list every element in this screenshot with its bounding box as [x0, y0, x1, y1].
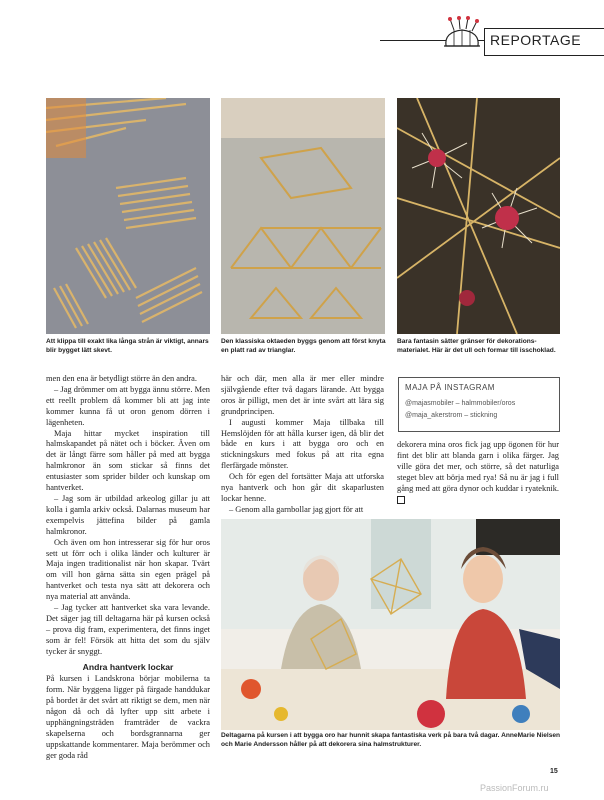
end-mark-icon: [397, 496, 405, 504]
star-decoration-photo: [397, 98, 560, 334]
col3-paragraph: [397, 440, 559, 505]
col3-text: dekorera mina oros fick jag upp ögonen för hur fint det blir att blanda garn i olika färger. Jag ville göra det mer, och större, så det naturliga steget blev att börja med rya! Så nu är jag i full gång med att göra dynor och kuddar i ryateknik.: [397, 440, 559, 493]
col1-paragraph: Och även om hon intresserar sig för hur oros sett ut förr och i olika länder och kulturer är Maja ingen traditionalist när hon skapar. Tvärt om vill hon gärna sätta sin egen prägel på hantverket och testa nya sätt att dekorera och nya material att använda.: [46, 537, 210, 602]
instagram-handle-2[interactable]: @maja_akerstrom – stickning: [405, 412, 498, 419]
octahedron-triangles-photo: [221, 98, 385, 334]
col2-paragraph: Och för egen del fortsätter Maja att utforska nya hantverk och hon går dit skaparlusten lockar henne.: [221, 472, 384, 503]
column-2: [221, 374, 384, 516]
col2-paragraph: här och där, men alla är mer eller mindre självgående efter två dagars lärande. Att bygga oros är pilligt, men det är inte svårt att lära sig grundprincipen.: [221, 374, 384, 416]
section-label: REPORTAGE: [490, 32, 582, 48]
col2-paragraph: I augusti kommer Maja tillbaka till Hemslöjden för att hålla kurser igen, då blir det både en kurs i att bygga oro och en stickningskurs med fokus på att rita egna flerfärgade mönster.: [221, 417, 384, 471]
col1-paragraph: Maja hittar mycket inspiration till halmskapandet på nätet och i böcker. Även om det är långt färre som håller på med att bygga halmkronor än som stickar så finns det entusiaster som sprider bilder och kunskap om hantverket.: [46, 428, 210, 493]
instagram-handle-1[interactable]: @majasmobiler – halmmobiler/oros: [405, 400, 516, 407]
photo-caption-3: Bara fantasin sätter gränser för dekorations-materialet. Här är det ull och formar till isschoklad.: [397, 338, 556, 354]
col2-paragraph: – Genom alla garnbollar jag gjort för att: [229, 504, 364, 514]
column-1: [46, 374, 210, 762]
straw-bundles-photo: [46, 98, 210, 334]
photo-caption-4: Deltagarna på kursen i att bygga oro har hunnit skapa fantastiska verk på bara två dagar. AnneMarie Nielsen och Marie Andersson håller på att dekorera sina halmstrukturer.: [221, 732, 561, 748]
subheading: Andra hantverk lockar: [82, 661, 174, 672]
col1-paragraph: – Jag tycker att hantverket ska vara levande. Det säger jag till deltagarna här på kursen också – prova dig fram, experimentera, det finns inget som är fel! Försök att hitta det som du själv tycker är snyggt.: [46, 603, 210, 656]
col1-paragraph: – Jag som är utbildad arkeolog gillar ju att kolla i gamla arkiv också. Dalarnas museum har exempelvis jättefina bilder på gamla halmkronor.: [46, 493, 210, 536]
workshop-women-photo: [221, 519, 560, 730]
col1-paragraph: På kursen i Landskrona börjar mobilerna ta form. När byggena ligger på färgade handdukar på bordet är det svårt att riktigt se dem, men när någon då och då lyfter upp sitt arbete i upphängningsträden framträder de vackra skapelserna och bordsgrannarna ger uppskattande kommentarer. Maja berömmer och ger goda råd: [46, 674, 210, 760]
photo-caption-2: Den klassiska oktaeden byggs genom att först knyta en platt rad av trianglar.: [221, 338, 386, 354]
col1-paragraph: men den ena är betydligt större än den andra.: [46, 374, 197, 383]
instagram-title: MAJA PÅ INSTAGRAM: [405, 383, 495, 392]
page-number: 15: [550, 768, 558, 775]
column-3: [397, 440, 559, 505]
pincushion-icon: [440, 16, 484, 50]
photo-caption-1: Att klippa till exakt lika långa strån är viktigt, annars blir bygget lätt skevt.: [46, 338, 209, 354]
col1-paragraph: – Jag drömmer om att bygga ännu större. Men ett reellt problem då kommer bli att jag inte kommer kunna få ut oron genom dörren i lägenheten.: [46, 384, 210, 427]
watermark: PassionForum.ru: [480, 783, 549, 793]
